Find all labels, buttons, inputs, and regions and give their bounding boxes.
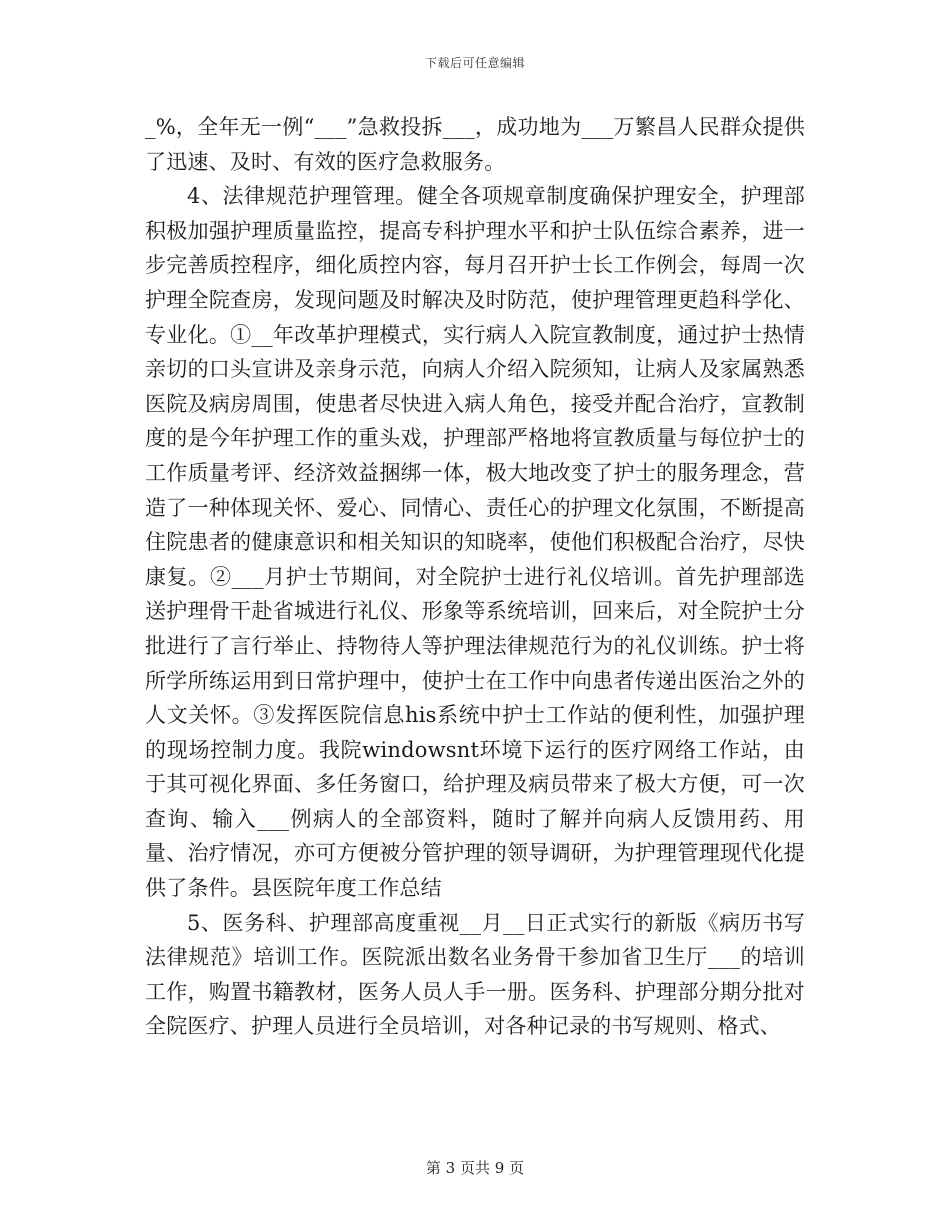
paragraph-legal-nursing-management: 4、法律规范护理管理。健全各项规章制度确保护理安全，护理部积极加强护理质量监控，提高专科护理水平和护士队伍综合素养，进一步完善质控程序，细化质控内容，每月召开护士长工作例会，每周一次护理全院查房，发现问题及时解决及时防范，使护理管理更趋科学化、专业化。①__年改革护理模式，实行病人入院宣教制度，通过护士热情亲切的口头宣讲及亲身示范，向病人介绍入院须知，让病人及家属熟悉医院及病房周围，使患者尽快进入病人角色，接受并配合治疗，宣教制度的是今年护理工作的重头戏，护理部严格地将宣教质量与每位护士的工作质量考评、经济效益捆绑一体，极大地改变了护士的服务理念，营造了一种体现关怀、爱心、同情心、责任心的护理文化氛围，不断提高住院患者的健康意识和相关知识的知晓率，使他们积极配合治疗，尽快康复。②___月护士节期间，对全院护士进行礼仪培训。首先护理部选送护理骨干赴省城进行礼仪、形象等系统培训，回来后，对全院护士分批进行了言行举止、持物待人等护理法律规范行为的礼仪训练。护士将所学所练运用到日常护理中，使护士在工作中向患者传递出医治之外的人文关怀。③发挥医院信息his系统中护士工作站的便利性，加强护理的现场控制力度。我院windowsnt环境下运行的医疗网络工作站，由于其可视化界面、多任务窗口，给护理及病员带来了极大方便，可一次查询、输入___例病人的全部资料，随时了解并向病人反馈用药、用量、治疗情况，亦可方便被分管护理的领导调研，为护理管理现代化提供了条件。县医院年度工作总结 — [145, 184, 805, 901]
paragraph-medical-record-training: 5、医务科、护理部高度重视__月__日正式实行的新版《病历书写法律规范》培训工作。医院派出数名业务骨干参加省卫生厅___的培训工作，购置书籍教材，医务人员人手一册。医务科、护理部分期分批对全院医疗、护理人员进行全员培训，对各种记录的书写规则、格式、 — [145, 910, 805, 1039]
paragraph-continuation: _%，全年无一例“___”急救投拆___，成功地为___万繁昌人民群众提供了迅速、及时、有效的医疗急救服务。 — [145, 115, 805, 174]
page-header: 下载后可任意编辑 — [424, 56, 525, 70]
page-number: 第 3 页共 9 页 — [425, 1159, 525, 1177]
document-body — [145, 110, 805, 1044]
